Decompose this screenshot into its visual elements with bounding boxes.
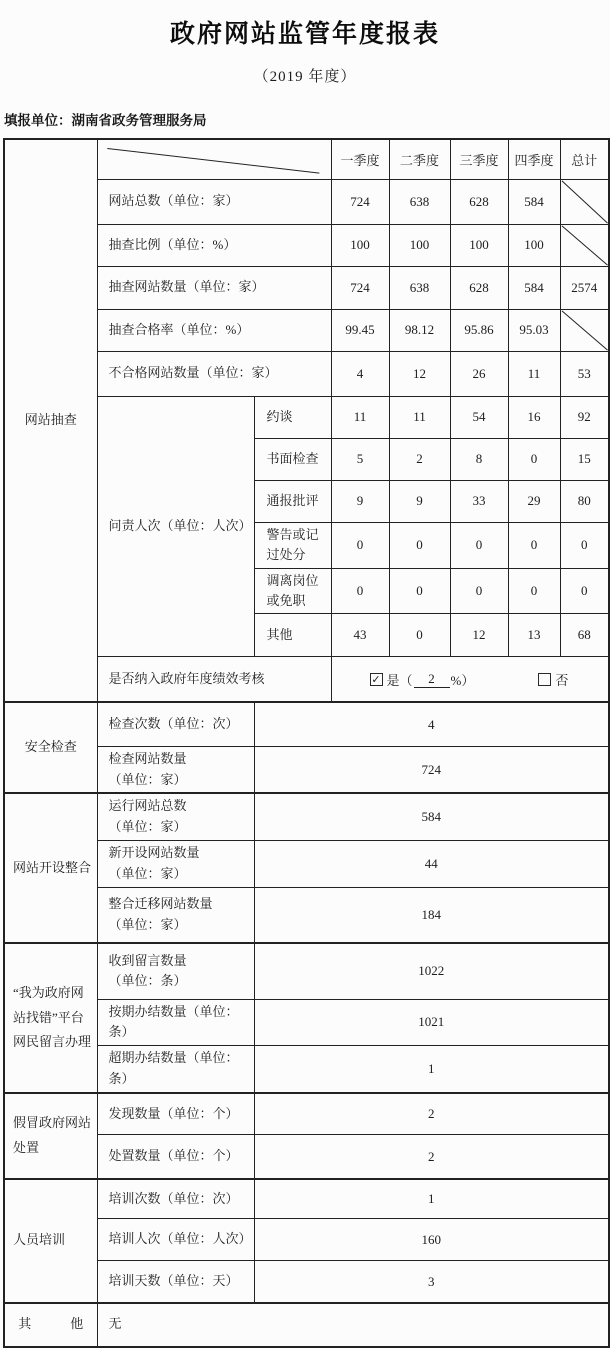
cell-value: 2 [254, 1135, 609, 1179]
cell-q3: 8 [450, 438, 508, 480]
cell-q2: 11 [389, 396, 450, 438]
report-year-subtitle: （2019 年度） [253, 69, 357, 85]
row-label: 运行网站总数 （单位：家） [97, 793, 254, 840]
cell-q3: 0 [450, 568, 508, 613]
table-header-row [4, 139, 609, 179]
row-label: 不合格网站数量（单位：家） [97, 351, 331, 396]
cell-q3: 100 [450, 224, 508, 266]
cell-q4: 0 [508, 438, 560, 480]
cell-q1: 724 [331, 266, 389, 309]
cell-q2: 638 [389, 266, 450, 309]
row-label: 超期办结数量（单位： 条） [97, 1046, 254, 1093]
cell-q4: 100 [508, 224, 560, 266]
cell-q1: 9 [331, 480, 389, 522]
cell-q4: 16 [508, 396, 560, 438]
assessment-no-option [538, 670, 568, 689]
diagonal-cell [560, 179, 609, 224]
reporting-unit-line [4, 109, 607, 129]
diagonal-cell [560, 224, 609, 266]
cell-q2: 9 [389, 480, 450, 522]
cell-q4: 0 [508, 568, 560, 613]
other-value: 无 [97, 1303, 609, 1347]
checkbox-unchecked-icon [538, 673, 551, 686]
cell-value: 1021 [254, 999, 609, 1046]
section-label-spot-check: 网站抽查 [4, 139, 97, 702]
cell-value: 3 [254, 1261, 609, 1303]
row-label: 收到留言数量 （单位：条） [97, 943, 254, 999]
cell-q3: 26 [450, 351, 508, 396]
diagonal-cell [560, 309, 609, 351]
cell-q2: 2 [389, 438, 450, 480]
cell-q1: 5 [331, 438, 389, 480]
cell-total: 53 [560, 351, 609, 396]
row-label: 新开设网站数量 （单位：家） [97, 840, 254, 887]
diagonal-line-icon [561, 180, 609, 224]
cell-value: 184 [254, 887, 609, 943]
col-header-q2: 二季度 [389, 139, 450, 179]
cell-q4: 584 [508, 266, 560, 309]
row-label: 培训次数（单位：次） [97, 1179, 254, 1219]
assessment-value-cell [331, 656, 609, 702]
cell-total: 0 [560, 568, 609, 613]
col-header-total: 总计 [560, 139, 609, 179]
cell-total: 80 [560, 480, 609, 522]
cell-value: 2 [254, 1093, 609, 1135]
cell-q1: 724 [331, 179, 389, 224]
cell-q2: 0 [389, 613, 450, 656]
row-sublabel: 调离岗位或免职 [254, 568, 331, 613]
cell-value: 1 [254, 1179, 609, 1219]
cell-q1: 0 [331, 568, 389, 613]
row-label: 整合迁移网站数量 （单位：家） [97, 887, 254, 943]
accountability-label: 问责人次（单位：人次） [97, 396, 254, 656]
row-sublabel: 通报批评 [254, 480, 331, 522]
cell-q1: 11 [331, 396, 389, 438]
cell-q3: 54 [450, 396, 508, 438]
cell-value: 1022 [254, 943, 609, 999]
row-sublabel: 警告或记过处分 [254, 522, 331, 568]
diagonal-line-icon [561, 310, 609, 351]
assessment-no-text: 否 [555, 672, 569, 688]
cell-q4: 13 [508, 613, 560, 656]
cell-q1: 0 [331, 522, 389, 568]
cell-q2: 98.12 [389, 309, 450, 351]
cell-q3: 33 [450, 480, 508, 522]
section-label-other: 其 他 [4, 1303, 97, 1347]
cell-total: 68 [560, 613, 609, 656]
cell-value: 724 [254, 746, 609, 793]
assessment-yes-option [370, 670, 475, 689]
cell-value: 1 [254, 1046, 609, 1093]
cell-q2: 0 [389, 568, 450, 613]
row-label: 检查次数（单位：次） [97, 702, 254, 746]
cell-total: 0 [560, 522, 609, 568]
section-label-error-feedback-platform: “我为政府网站找错”平台网民留言办理 [4, 943, 97, 1093]
cell-q3: 12 [450, 613, 508, 656]
cell-q2: 12 [389, 351, 450, 396]
row-sublabel: 约谈 [254, 396, 331, 438]
row-label: 处置数量（单位：个） [97, 1135, 254, 1179]
cell-q3: 95.86 [450, 309, 508, 351]
cell-value: 584 [254, 793, 609, 840]
row-label: 按期办结数量（单位： 条） [97, 999, 254, 1046]
assessment-yes-value: 2 [414, 671, 450, 688]
assessment-label: 是否纳入政府年度绩效考核 [97, 656, 331, 702]
reporting-unit-label: 填报单位： [4, 113, 72, 128]
cell-total: 15 [560, 438, 609, 480]
section-label-site-consolidation: 网站开设整合 [4, 793, 97, 943]
section-label-security-check: 安全检查 [4, 702, 97, 793]
page-title: 政府网站监管年度报表 [169, 21, 440, 48]
row-label: 培训天数（单位：天） [97, 1261, 254, 1303]
row-sublabel: 书面检查 [254, 438, 331, 480]
cell-q1: 99.45 [331, 309, 389, 351]
cell-total: 92 [560, 396, 609, 438]
row-label: 发现数量（单位：个） [97, 1093, 254, 1135]
diagonal-header-cell [97, 139, 331, 179]
cell-q4: 584 [508, 179, 560, 224]
row-sublabel: 其他 [254, 613, 331, 656]
checkbox-checked-icon: ✓ [371, 672, 381, 686]
cell-q4: 95.03 [508, 309, 560, 351]
cell-q1: 100 [331, 224, 389, 266]
cell-value: 4 [254, 702, 609, 746]
cell-q4: 11 [508, 351, 560, 396]
assessment-yes-suffix: %） [450, 672, 475, 688]
assessment-yes-text: 是（ [386, 672, 413, 688]
cell-total: 2574 [560, 266, 609, 309]
cell-q3: 628 [450, 179, 508, 224]
row-label: 检查网站数量 （单位：家） [97, 746, 254, 793]
cell-q1: 4 [331, 351, 389, 396]
col-header-q1: 一季度 [331, 139, 389, 179]
row-label: 培训人次（单位：人次） [97, 1219, 254, 1261]
cell-q4: 29 [508, 480, 560, 522]
col-header-q4: 四季度 [508, 139, 560, 179]
cell-q3: 0 [450, 522, 508, 568]
cell-value: 160 [254, 1219, 609, 1261]
cell-q2: 100 [389, 224, 450, 266]
section-label-personnel-training: 人员培训 [4, 1179, 97, 1303]
row-label: 网站总数（单位：家） [97, 179, 331, 224]
table-row [4, 793, 609, 840]
table-row [4, 1179, 609, 1219]
table-row [4, 943, 609, 999]
diagonal-line-icon [98, 140, 331, 179]
cell-q1: 43 [331, 613, 389, 656]
row-label: 抽查合格率（单位：%） [97, 309, 331, 351]
table-row [4, 702, 609, 746]
diagonal-line-icon [561, 225, 609, 266]
col-header-q3: 三季度 [450, 139, 508, 179]
cell-q4: 0 [508, 522, 560, 568]
report-table [3, 138, 610, 1348]
row-label: 抽查网站数量（单位：家） [97, 266, 331, 309]
table-row [4, 1093, 609, 1135]
cell-value: 44 [254, 840, 609, 887]
cell-q2: 638 [389, 179, 450, 224]
cell-q3: 628 [450, 266, 508, 309]
cell-q2: 0 [389, 522, 450, 568]
table-row [4, 1303, 609, 1347]
reporting-unit-value: 湖南省政务管理服务局 [71, 113, 207, 128]
row-label: 抽查比例（单位：%） [97, 224, 331, 266]
section-label-fake-site-disposal: 假冒政府网站处置 [4, 1093, 97, 1179]
